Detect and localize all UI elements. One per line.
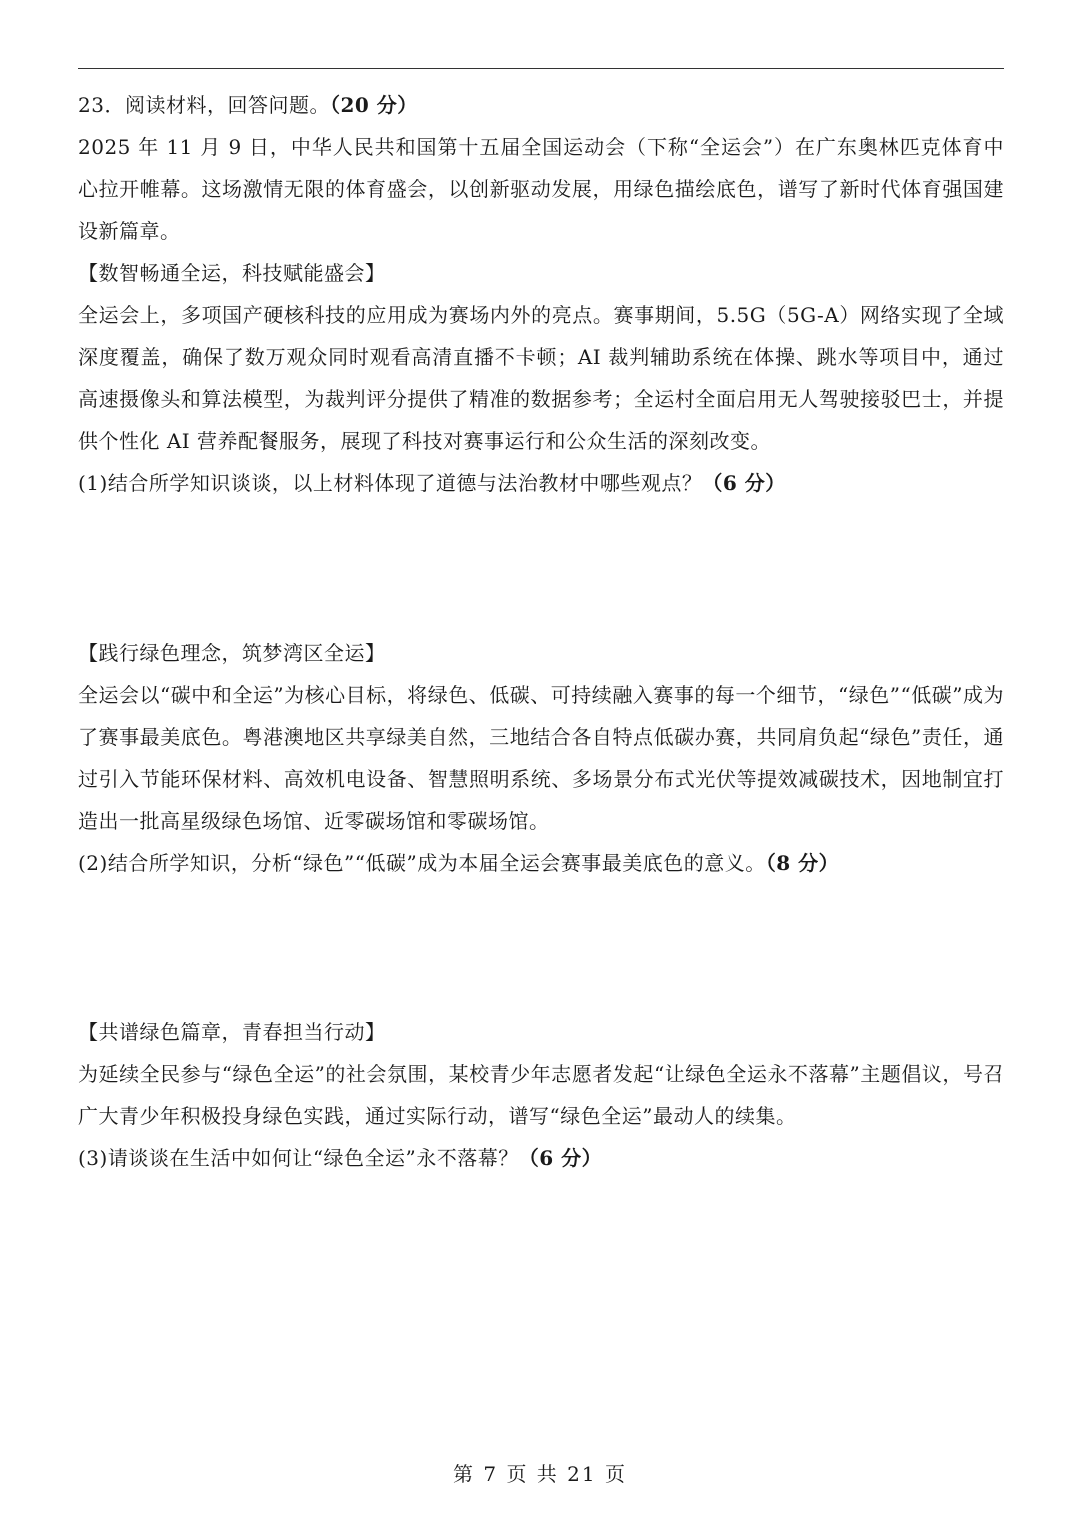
sub-question-1-text: (1)结合所学知识谈谈，以上材料体现了道德与法治教材中哪些观点？: [78, 471, 703, 495]
section-1-title: 【数智畅通全运，科技赋能盛会】: [78, 261, 386, 285]
question-total-points: （20 分）: [329, 93, 418, 117]
sub-question-1-points: （6 分）: [702, 471, 786, 495]
section-3-body: 为延续全民参与“绿色全运”的社会氛围，某校青少年志愿者发起“让绿色全运永不落幕”主题倡议，号召广大青少年积极投身绿色实践，通过实际行动，谱写“绿色全运”最动人的续集。: [78, 1062, 1004, 1128]
section-3-title: 【共谱绿色篇章，青春担当行动】: [78, 1020, 386, 1044]
header-rule: [78, 68, 1004, 69]
sub-question-2-points: （8 分）: [765, 851, 840, 875]
answer-space-1: [78, 504, 1004, 632]
page-number: 第 7 页 共 21 页: [453, 1462, 627, 1486]
question-intro: 2025 年 11 月 9 日，中华人民共和国第十五届全国运动会（下称“全运会”）在广东奥林匹克体育中心拉开帷幕。这场激情无限的体育盛会，以创新驱动发展，用绿色描绘底色，谱写了新时代体育强国建设新篇章。: [78, 135, 1004, 243]
sub-question-3-points: （6 分）: [518, 1146, 603, 1170]
question-heading: [78, 84, 1004, 126]
sub-question-1: [78, 462, 1004, 504]
section-2-body: 全运会以“碳中和全运”为核心目标，将绿色、低碳、可持续融入赛事的每一个细节，“绿色”“低碳”成为了赛事最美底色。粤港澳地区共享绿美自然，三地结合各自特点低碳办赛，共同肩负起“绿色”责任，通过引入节能环保材料、高效机电设备、智慧照明系统、多场景分布式光伏等提效减碳技术，因地制宜打造出一批高星级绿色场馆、近零碳场馆和零碳场馆。: [78, 683, 1004, 833]
answer-space-2: [78, 884, 1004, 1011]
sub-question-3-text: (3)请谈谈在生活中如何让“绿色全运”永不落幕？: [78, 1146, 519, 1170]
sub-question-3: [78, 1137, 1004, 1179]
sub-question-2-text: (2)结合所学知识，分析“绿色”“低碳”成为本届全运会赛事最美底色的意义。: [78, 851, 766, 875]
sub-question-2: [78, 842, 1004, 884]
section-1-body: 全运会上，多项国产硬核科技的应用成为赛场内外的亮点。赛事期间，5.5G（5G-A）网络实现了全域深度覆盖，确保了数万观众同时观看高清直播不卡顿；AI 裁判辅助系统在体操、跳水等项目中，通过高速摄像头和算法模型，为裁判评分提供了精准的数据参考；全运村全面启用无人驾驶接驳巴士，并提供个性化 AI 营养配餐服务，展现了科技对赛事运行和公众生活的深刻改变。: [78, 303, 1004, 453]
question-heading-text: 23．阅读材料，回答问题。: [78, 93, 330, 117]
section-2-title: 【践行绿色理念，筑梦湾区全运】: [78, 641, 386, 665]
question-23: [78, 84, 1004, 1179]
